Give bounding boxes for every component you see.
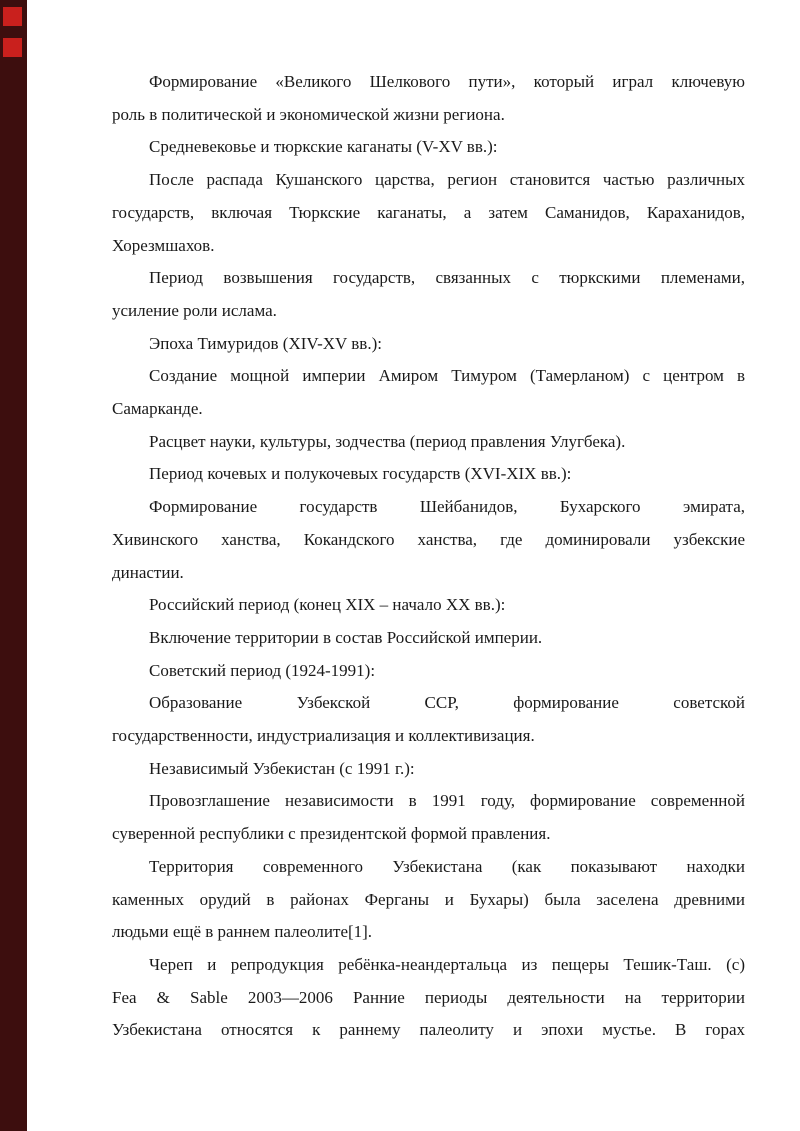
text-line: Узбекистана относятся к раннему палеолиту и эпохи мустье. В горах — [112, 1020, 745, 1040]
paragraph — [112, 66, 745, 131]
text-line: суверенной республики с президентской формой правления. — [112, 824, 551, 844]
paragraph — [112, 851, 745, 949]
paragraph — [112, 458, 745, 491]
paragraph — [112, 426, 745, 459]
paragraph — [112, 687, 745, 752]
text-line: Самарканде. — [112, 399, 203, 419]
text-line: государств, включая Тюркские каганаты, а затем Саманидов, Караханидов, — [112, 202, 745, 222]
text-line: Провозглашение независимости в 1991 году, формирование современной — [149, 791, 745, 811]
text-line: Формирование государств Шейбанидов, Бухарского эмирата, — [149, 497, 745, 517]
text-line: Период возвышения государств, связанных с тюркскими племенами, — [149, 268, 745, 288]
text-line: Хорезмшахов. — [112, 235, 215, 255]
text-line: роль в политической и экономической жизни региона. — [112, 104, 505, 124]
text-line: Расцвет науки, культуры, зодчества (период правления Улугбека). — [149, 431, 626, 451]
paragraph — [112, 131, 745, 164]
text-line: каменных орудий в районах Ферганы и Бухары) была заселена древними — [112, 889, 745, 909]
paragraph — [112, 262, 745, 327]
paragraph — [112, 589, 745, 622]
text-line: Череп и репродукция ребёнка-неандертальца из пещеры Тешик-Таш. (с) — [149, 954, 745, 974]
text-line: Средневековье и тюркские каганаты (V-XV вв.): — [149, 137, 498, 157]
document-page-text — [112, 66, 745, 1047]
paragraph — [112, 655, 745, 688]
red-square-marker-bottom — [3, 38, 22, 57]
text-line: После распада Кушанского царства, регион становится частью различных — [149, 170, 745, 190]
paragraph — [112, 491, 745, 589]
left-edge-bar — [0, 0, 27, 1131]
paragraph — [112, 622, 745, 655]
paragraph — [112, 164, 745, 262]
text-line: Советский период (1924-1991): — [149, 660, 376, 680]
text-line: усиление роли ислама. — [112, 300, 277, 320]
paragraph — [112, 785, 745, 850]
text-line: Период кочевых и полукочевых государств (XVI-XIX вв.): — [149, 464, 572, 484]
text-line: Fea & Sable 2003—2006 Ранние периоды деятельности на территории — [112, 987, 745, 1007]
text-line: Независимый Узбекистан (с 1991 г.): — [149, 758, 415, 778]
text-line: Включение территории в состав Российской империи. — [149, 627, 543, 647]
text-line: Формирование «Великого Шелкового пути», который играл ключевую — [149, 72, 745, 91]
text-line: Российский период (конец XIX – начало XX вв.): — [149, 595, 506, 615]
text-line: государственности, индустриализация и коллективизация. — [112, 726, 535, 746]
text-line: Создание мощной империи Амиром Тимуром (Тамерланом) с центром в — [149, 366, 745, 386]
paragraph — [112, 360, 745, 425]
text-line: Хивинского ханства, Кокандского ханства, где доминировали узбекские — [112, 529, 745, 549]
text-line: Образование Узбекской ССР, формирование советской — [149, 693, 745, 713]
text-line: Эпоха Тимуридов (XIV-XV вв.): — [149, 333, 382, 353]
text-line: династии. — [112, 562, 184, 582]
text-line: Территория современного Узбекистана (как показывают находки — [149, 856, 745, 876]
paragraph — [112, 949, 745, 1047]
paragraph — [112, 753, 745, 786]
text-line: людьми ещё в раннем палеолите[1]. — [112, 922, 373, 942]
paragraph — [112, 328, 745, 361]
red-square-marker-top — [3, 7, 22, 26]
